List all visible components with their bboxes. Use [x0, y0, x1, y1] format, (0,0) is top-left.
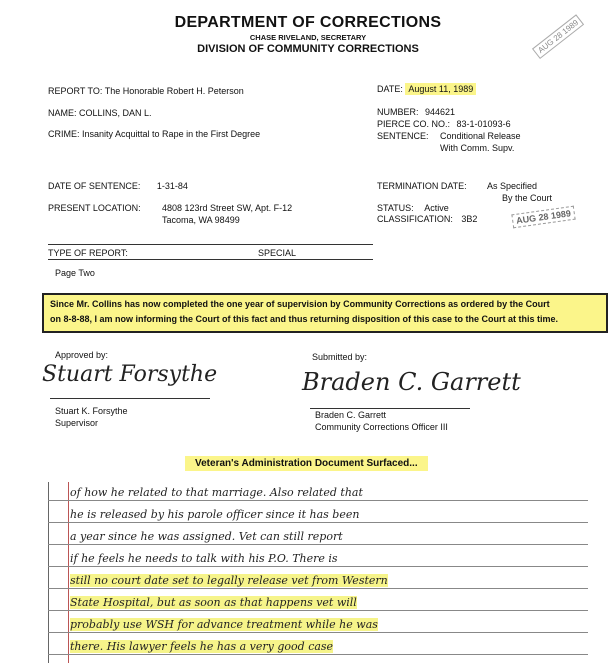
ruled-line: [48, 588, 588, 589]
date-of-sentence-field: [48, 181, 188, 191]
date-field: [377, 84, 476, 94]
sentence-value-1: Conditional Release: [440, 131, 521, 141]
submitted-name: Braden C. Garrett: [315, 410, 387, 420]
name-label: NAME:: [48, 108, 77, 118]
handwritten-line-5: still no court date set to legally release vet from Western: [70, 574, 388, 587]
status-value: Active: [424, 203, 449, 213]
handwritten-line-4: if he feels he needs to talk with his P.O. There is: [70, 552, 338, 565]
date-value: August 11, 1989: [405, 83, 476, 95]
handwritten-line-3: a year since he was assigned. Vet can still report: [70, 530, 343, 543]
ruled-line: [48, 522, 588, 523]
approved-by-label: Approved by:: [55, 350, 109, 360]
notice-line-1: Since Mr. Collins has now completed the one year of supervision by Community Corrections as ordered by the Court: [50, 299, 550, 309]
location-line-2: Tacoma, WA 98499: [162, 215, 240, 225]
crime-label: CRIME:: [48, 129, 80, 139]
present-location-label: PRESENT LOCATION:: [48, 203, 141, 213]
handwritten-line-6: State Hospital, but as soon as that happens vet will: [70, 596, 357, 609]
handwritten-line-7: probably use WSH for advance treatment while he was: [70, 618, 378, 631]
ruled-line: [48, 544, 588, 545]
number-label: NUMBER:: [377, 107, 419, 117]
name-value: COLLINS, DAN L.: [79, 108, 152, 118]
termination-label: TERMINATION DATE:: [377, 181, 467, 191]
submitted-signature-line: [310, 408, 470, 409]
classification-label: CLASSIFICATION:: [377, 214, 453, 224]
date-of-sentence-label: DATE OF SENTENCE:: [48, 181, 141, 191]
type-of-report-label: TYPE OF REPORT:: [48, 248, 128, 258]
sentence-label: SENTENCE:: [377, 131, 429, 141]
approved-name: Stuart K. Forsythe: [55, 406, 128, 416]
pierce-field: [377, 119, 511, 129]
ruled-line: [48, 610, 588, 611]
approved-title: Supervisor: [55, 418, 99, 428]
received-stamp: AUG 28 1989: [532, 14, 585, 59]
date-of-sentence-value: 1-31-84: [156, 181, 188, 191]
status-label: STATUS:: [377, 203, 414, 213]
number-field: [377, 107, 455, 117]
crime-value: Insanity Acquittal to Rape in the First Degree: [82, 129, 261, 139]
status-field: [377, 203, 449, 213]
divider-top: [48, 244, 373, 245]
number-value: 944621: [425, 107, 456, 117]
ruled-line: [48, 654, 588, 655]
report-to-field: [48, 86, 244, 96]
report-to-value: The Honorable Robert H. Peterson: [104, 86, 244, 96]
ruled-line: [48, 632, 588, 633]
pierce-label: PIERCE CO. NO.:: [377, 119, 451, 129]
handwritten-line-8: there. His lawyer feels he has a very good case: [70, 640, 334, 653]
submitted-signature: Braden C. Garrett: [302, 368, 521, 396]
completion-notice-box: [42, 293, 608, 333]
type-of-report-value: SPECIAL: [258, 248, 297, 258]
handwritten-line-1: of how he related to that marriage. Also related that: [70, 486, 363, 499]
termination-value-2: By the Court: [502, 193, 553, 203]
handwritten-line-2: he is released by his parole officer since it has been: [70, 508, 360, 521]
division-title: DIVISION OF COMMUNITY CORRECTIONS: [197, 43, 419, 55]
pierce-value: 83-1-01093-6: [456, 119, 511, 129]
department-title: DEPARTMENT OF CORRECTIONS: [174, 14, 442, 31]
date-label: DATE:: [377, 84, 403, 94]
approved-signature-line: [50, 398, 210, 399]
page-number: Page Two: [55, 268, 95, 278]
classification-field: [377, 214, 477, 224]
location-line-1: 4808 123rd Street SW, Apt. F-12: [162, 203, 293, 213]
submitted-title: Community Corrections Officer III: [315, 422, 448, 432]
notice-line-2: on 8-8-88, I am now informing the Court of this fact and thus returning disposition of this case to the Court at this time.: [50, 314, 559, 324]
termination-value-1: As Specified: [487, 181, 538, 191]
ruled-line: [48, 566, 588, 567]
va-document-heading: Veteran's Administration Document Surfaced...: [185, 456, 428, 471]
classification-value: 3B2: [461, 214, 478, 224]
ruled-line: [48, 500, 588, 501]
handwritten-notes: [48, 482, 588, 663]
submitted-by-label: Submitted by:: [312, 352, 368, 362]
crime-field: [48, 129, 260, 139]
divider-bottom: [48, 259, 373, 260]
received-stamp-mid: AUG 28 1989: [511, 206, 575, 229]
approved-signature: Stuart Forsythe: [42, 362, 218, 387]
name-field: [48, 108, 152, 118]
sentence-value-2: With Comm. Supv.: [440, 143, 515, 153]
secretary-line: CHASE RIVELAND, SECRETARY: [249, 33, 367, 42]
report-to-label: REPORT TO:: [48, 86, 103, 96]
